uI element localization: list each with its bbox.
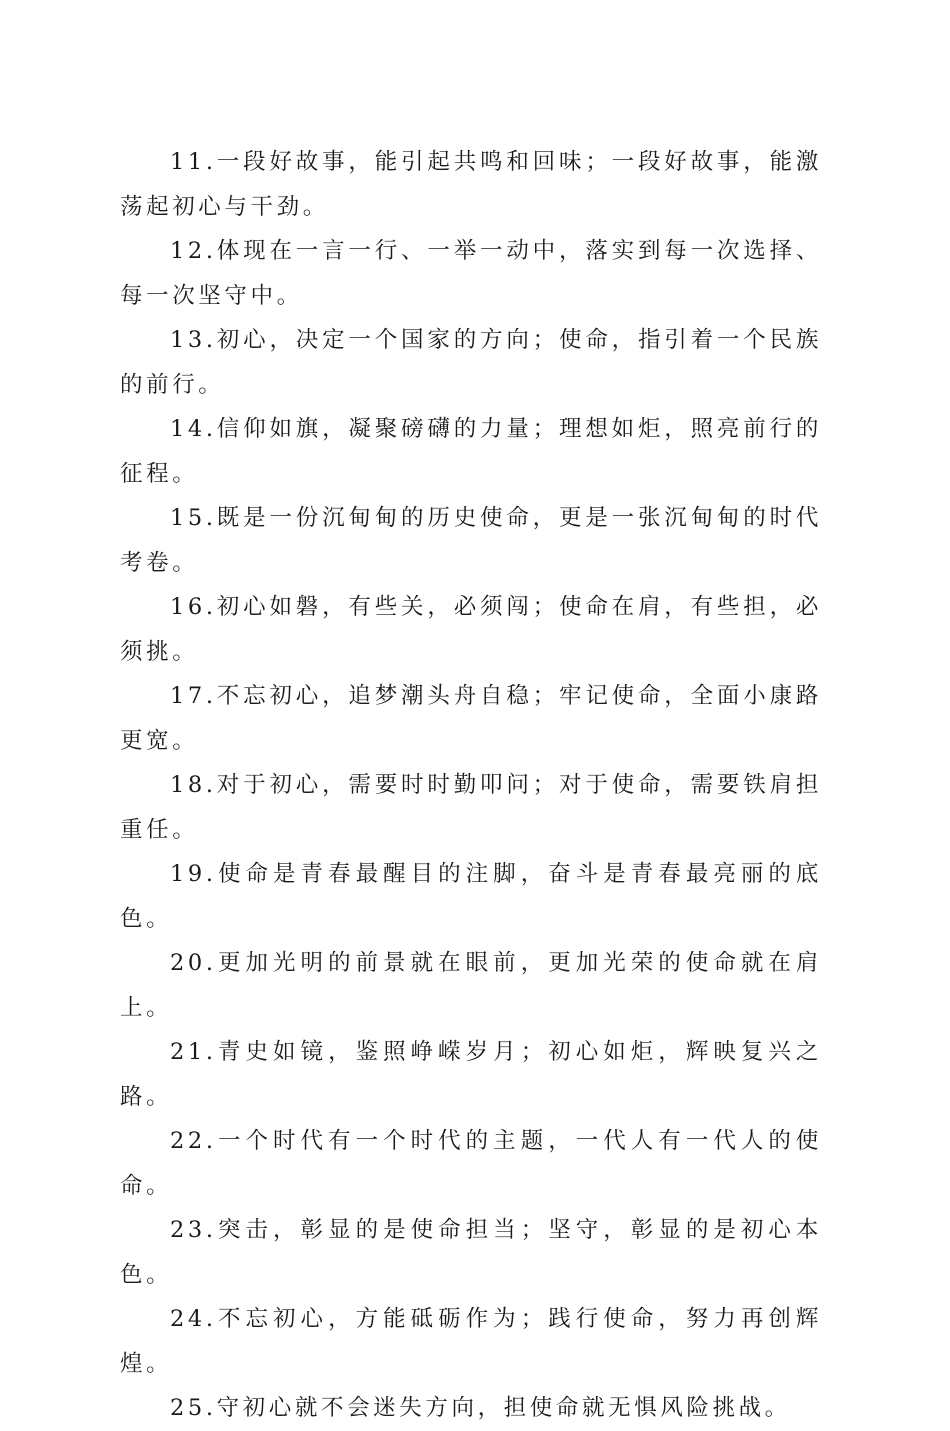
paragraph-21: 21.青史如镜，鉴照峥嵘岁月；初心如炬，辉映复兴之路。 <box>120 1039 822 1110</box>
paragraph-23: 23.突击，彰显的是使命担当；坚守，彰显的是初心本色。 <box>120 1217 822 1288</box>
paragraph-20: 20.更加光明的前景就在眼前，更加光荣的使命就在肩上。 <box>120 950 822 1021</box>
paragraph-16: 16.初心如磐，有些关，必须闯；使命在肩，有些担，必须挑。 <box>120 594 822 665</box>
paragraph-13: 13.初心，决定一个国家的方向；使命，指引着一个民族的前行。 <box>120 327 822 398</box>
paragraph-25: 25.守初心就不会迷失方向，担使命就无惧风险挑战。 <box>170 1395 791 1421</box>
paragraph-12: 12.体现在一言一行、一举一动中，落实到每一次选择、每一次坚守中。 <box>120 238 822 309</box>
paragraph-15: 15.既是一份沉甸甸的历史使命，更是一张沉甸甸的时代考卷。 <box>120 505 822 576</box>
paragraph-19: 19.使命是青春最醒目的注脚，奋斗是青春最亮丽的底色。 <box>120 861 822 932</box>
paragraph-11: 11.一段好故事，能引起共鸣和回味；一段好故事，能激荡起初心与干劲。 <box>120 149 822 220</box>
document-page <box>120 140 822 1431</box>
paragraph-24: 24.不忘初心，方能砥砺作为；践行使命，努力再创辉煌。 <box>120 1306 822 1377</box>
paragraph-17: 17.不忘初心，追梦潮头舟自稳；牢记使命，全面小康路更宽。 <box>120 683 822 754</box>
paragraph-18: 18.对于初心，需要时时勤叩问；对于使命，需要铁肩担重任。 <box>120 772 822 843</box>
paragraph-22: 22.一个时代有一个时代的主题，一代人有一代人的使命。 <box>120 1128 822 1199</box>
paragraph-14: 14.信仰如旗，凝聚磅礴的力量；理想如炬，照亮前行的征程。 <box>120 416 822 487</box>
